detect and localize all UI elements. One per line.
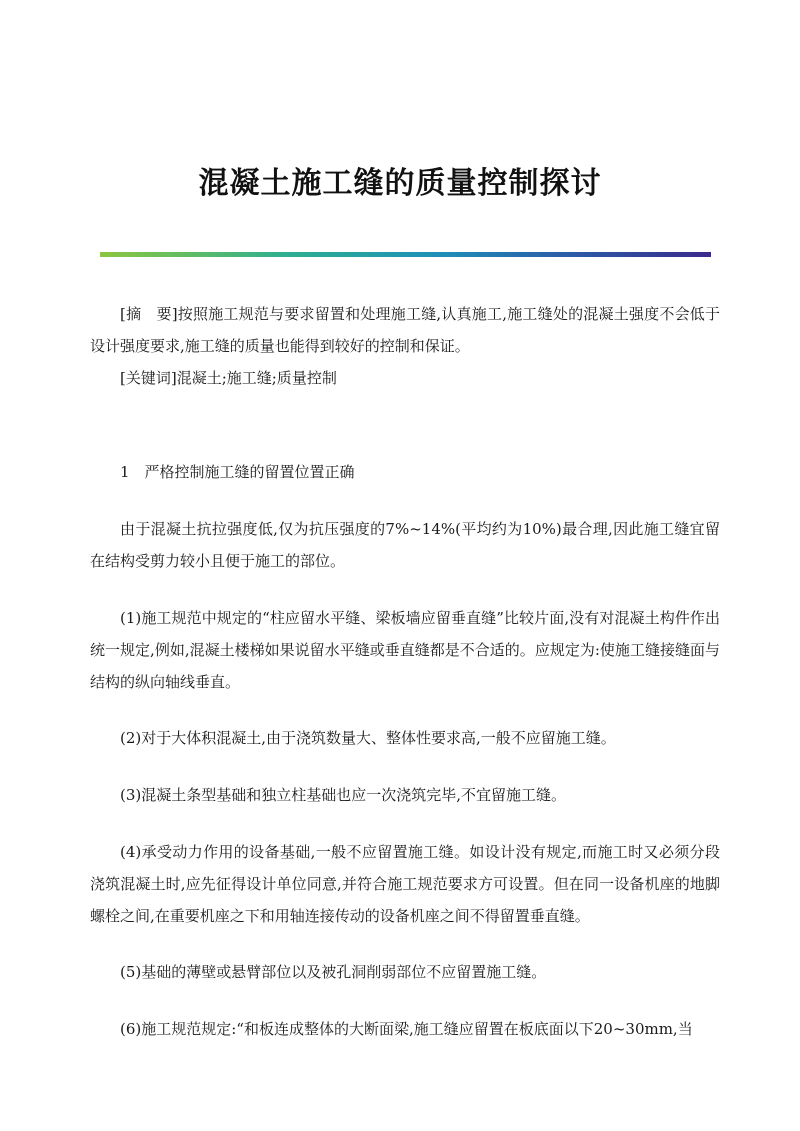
title-divider bbox=[100, 252, 711, 257]
body-paragraph: (2)对于大体积混凝土,由于浇筑数量大、整体性要求高,一般不应留施工缝。 bbox=[120, 729, 616, 747]
abstract-paragraph: [摘 要]按照施工规范与要求留置和处理施工缝,认真施工,施工缝处的混凝土强度不会低于设计强度要求,施工缝的质量也能得到较好的控制和保证。 bbox=[90, 305, 720, 355]
body-paragraph: 由于混凝土抗拉强度低,仅为抗压强度的7%~14%(平均约为10%)最合理,因此施工缝宜留在结构受剪力较小且便于施工的部位。 bbox=[90, 520, 720, 570]
body-paragraph: (5)基础的薄壁或悬臂部位以及被孔洞削弱部位不应留置施工缝。 bbox=[120, 963, 547, 981]
body-paragraph: (6)施工规范规定:“和板连成整体的大断面梁,施工缝应留置在板底面以下20~30mm,当 bbox=[120, 1020, 693, 1038]
body-paragraph: (4)承受动力作用的设备基础,一般不应留置施工缝。如设计没有规定,而施工时又必须分段浇筑混凝土时,应先征得设计单位同意,并符合施工规范要求方可设置。但在同一设备机座的地脚螺栓之间,在重要机座之下和用轴连接传动的设备机座之间不得留置垂直缝。 bbox=[90, 843, 720, 925]
document-title: 混凝土施工缝的质量控制探讨 bbox=[198, 166, 602, 201]
section-heading: 1 严格控制施工缝的留置位置正确 bbox=[120, 463, 355, 481]
body-paragraph: (1)施工规范中规定的“柱应留水平缝、梁板墙应留垂直缝”比较片面,没有对混凝土构件作出统一规定,例如,混凝土楼梯如果说留水平缝或垂直缝都是不合适的。应规定为:使施工缝接缝面与结构的纵向轴线垂直。 bbox=[90, 609, 720, 691]
keywords-line: [关键词]混凝土;施工缝;质量控制 bbox=[120, 369, 337, 387]
body-paragraph: (3)混凝土条型基础和独立柱基础也应一次浇筑完毕,不宜留施工缝。 bbox=[120, 786, 567, 804]
